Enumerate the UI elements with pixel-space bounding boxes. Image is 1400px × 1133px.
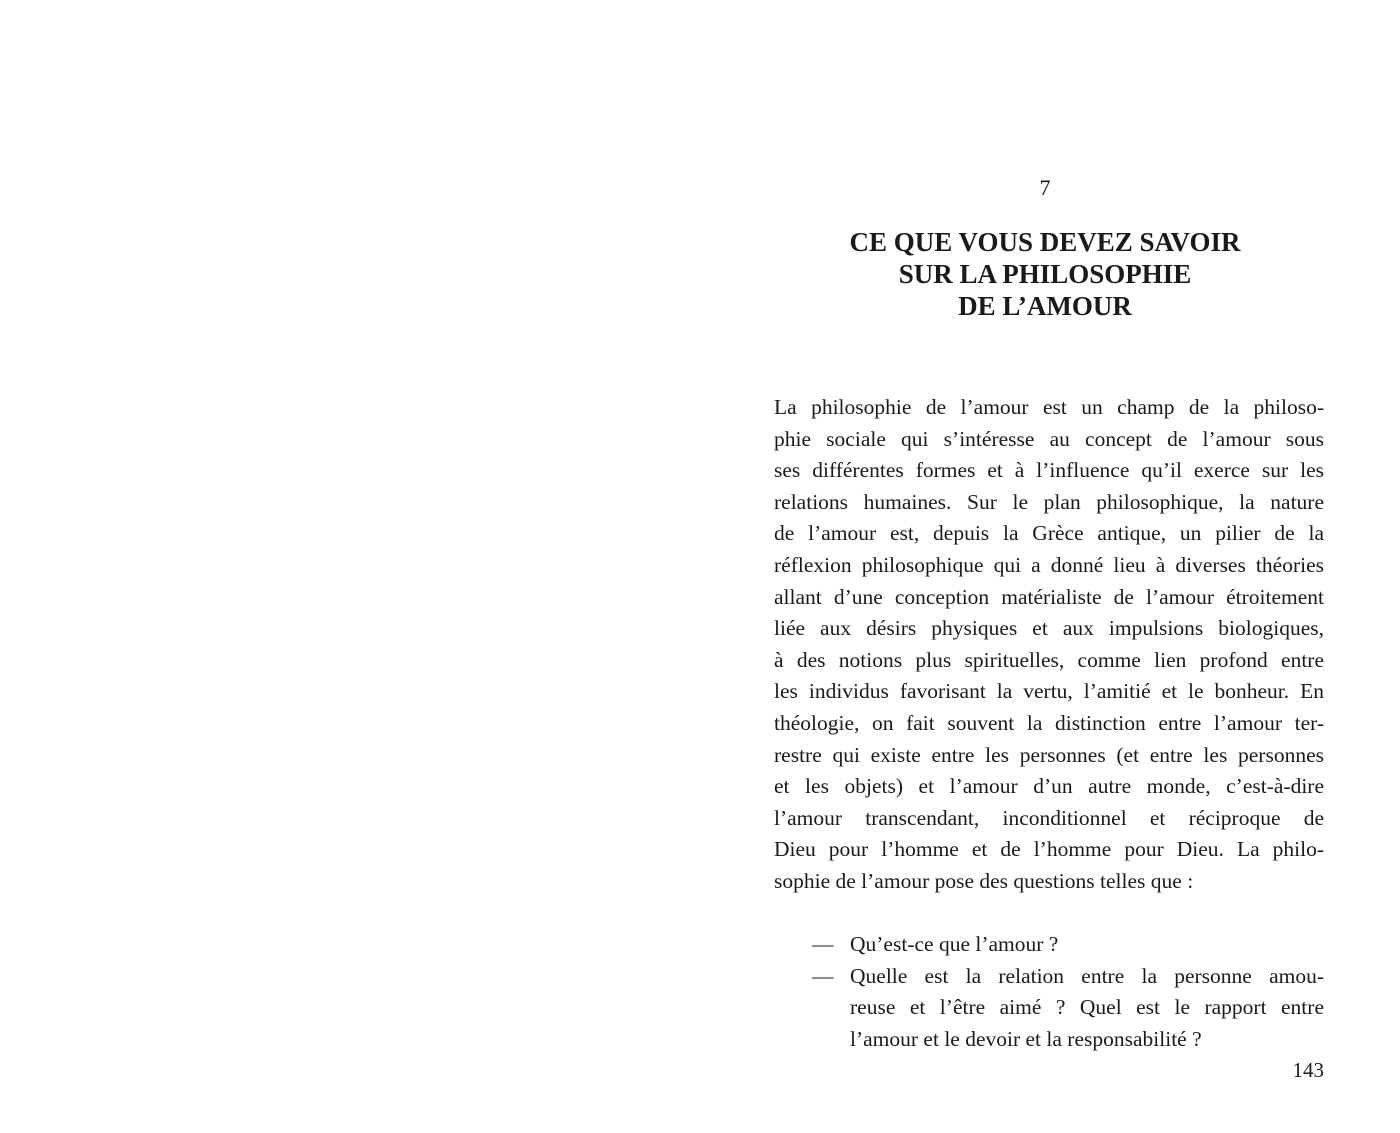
paragraph-line: relations humaines. Sur le plan philosophique, la nature	[774, 489, 1324, 514]
list-item-line: l’amour et le devoir et la responsabilité ?	[850, 1026, 1202, 1051]
body-paragraph	[774, 392, 1324, 898]
paragraph-line: à des notions plus spirituelles, comme lien profond entre	[774, 647, 1324, 672]
em-dash-bullet: —	[812, 963, 834, 988]
paragraph-line: Dieu pour l’homme et de l’homme pour Dieu. La philo-	[774, 837, 1324, 862]
paragraph-line: sophie de l’amour pose des questions telles que :	[774, 868, 1194, 893]
paragraph-line: de l’amour est, depuis la Grèce antique, un pilier de la	[774, 521, 1324, 546]
list-item-line: reuse et l’être aimé ? Quel est le rapport entre	[850, 995, 1324, 1020]
right-page	[700, 0, 1400, 1133]
paragraph-line: les individus favorisant la vertu, l’amitié et le bonheur. En	[774, 679, 1324, 704]
paragraph-line: ses différentes formes et à l’influence qu’il exerce sur les	[774, 458, 1324, 483]
page-number: 143	[1292, 1058, 1324, 1082]
chapter-title	[695, 226, 1395, 322]
paragraph-line: allant d’une conception matérialiste de l’amour étroitement	[774, 584, 1324, 609]
list-item	[774, 961, 1324, 1056]
paragraph-line: La philosophie de l’amour est un champ de la philoso-	[774, 395, 1324, 419]
chapter-title-line: SUR LA PHILOSOPHIE	[898, 259, 1192, 289]
paragraph-line: liée aux désirs physiques et aux impulsions biologiques,	[774, 616, 1324, 641]
paragraph-line: et les objets) et l’amour d’un autre monde, c’est-à-dire	[774, 774, 1324, 799]
chapter-title-line: CE QUE VOUS DEVEZ SAVOIR	[849, 227, 1241, 257]
list-item-line: Quelle est la relation entre la personne amou-	[850, 963, 1324, 988]
chapter-title-line: DE L’AMOUR	[958, 291, 1132, 321]
paragraph-line: phie sociale qui s’intéresse au concept de l’amour sous	[774, 426, 1324, 451]
paragraph-line: restre qui existe entre les personnes (et entre les personnes	[774, 742, 1324, 767]
list-item	[774, 929, 1324, 961]
paragraph-line: l’amour transcendant, inconditionnel et réciproque de	[774, 805, 1324, 830]
paragraph-line: théologie, on fait souvent la distinction entre l’amour ter-	[774, 710, 1324, 735]
chapter-number: 7	[1039, 175, 1051, 200]
list-item-line: Qu’est-ce que l’amour ?	[850, 932, 1059, 956]
paragraph-line: réflexion philosophique qui a donné lieu à diverses théories	[774, 552, 1324, 577]
question-list	[774, 929, 1324, 1055]
em-dash-bullet: —	[812, 932, 834, 956]
